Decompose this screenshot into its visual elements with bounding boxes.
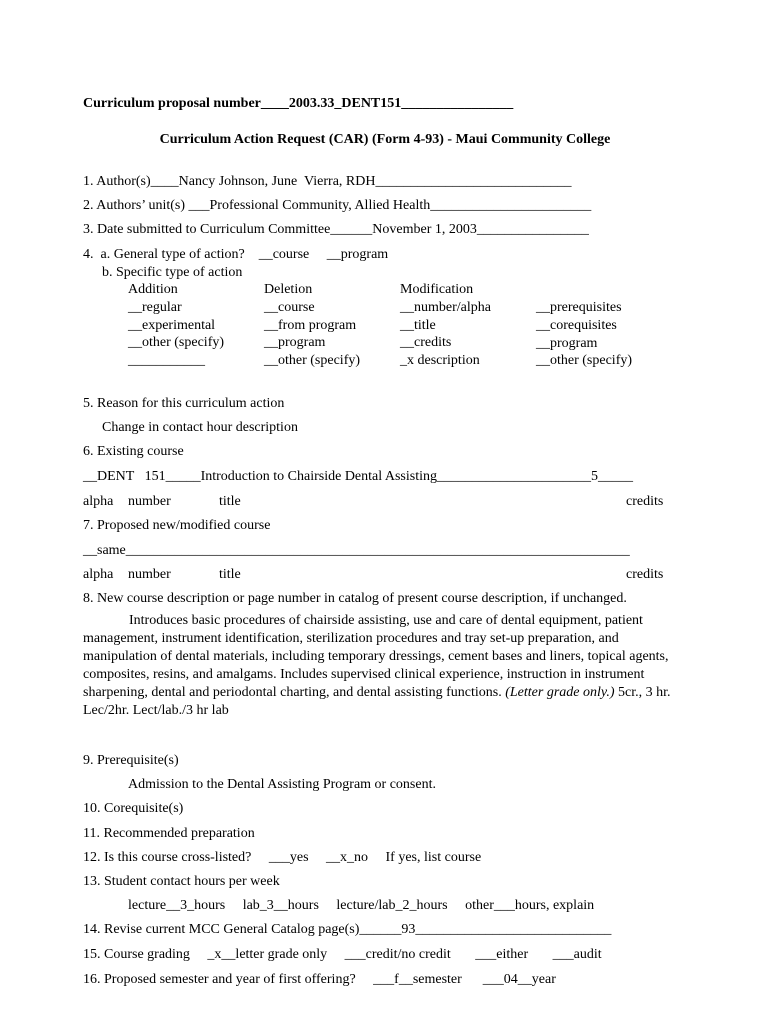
specific-type-label: b. Specific type of action <box>102 265 243 280</box>
modification-heading: Modification <box>400 282 474 297</box>
modification-column <box>400 281 491 370</box>
modification-option: __credits <box>400 335 452 351</box>
modification-option: __corequisites <box>536 317 617 333</box>
title-caption: title <box>219 494 241 509</box>
contact-hours-label: 13. Student contact hours per week <box>83 874 280 889</box>
description-grade-note: (Letter grade only.) <box>505 685 615 700</box>
deletion-column <box>264 281 360 370</box>
modification-option: _x description <box>400 353 480 369</box>
addition-column <box>128 281 224 370</box>
addition-option: __experimental <box>128 317 216 333</box>
modification-column-2 <box>536 299 632 370</box>
proposed-course-line: __same________________________________________________________________________ <box>83 543 630 558</box>
deletion-heading: Deletion <box>264 282 313 297</box>
addition-option: __regular <box>128 299 182 315</box>
course-description <box>83 612 691 720</box>
existing-course-label: 6. Existing course <box>83 444 184 459</box>
reason-value: Change in contact hour description <box>102 420 298 435</box>
prerequisite-value: Admission to the Dental Assisting Program or consent. <box>128 777 436 792</box>
alpha-caption: alpha <box>83 567 114 582</box>
general-type-line: 4. a. General type of action? __course __program <box>83 247 389 262</box>
description-label: 8. New course description or page number in catalog of present course description, if unchanged. <box>83 591 627 606</box>
proposal-number: Curriculum proposal number____2003.33_DENT151________________ <box>83 96 514 111</box>
form-title: Curriculum Action Request (CAR) (Form 4-93) - Maui Community College <box>159 132 611 147</box>
deletion-option: __from program <box>264 317 357 333</box>
deletion-option: __other (specify) <box>264 353 361 369</box>
modification-option: __number/alpha <box>400 299 491 315</box>
catalog-line: 14. Revise current MCC General Catalog page(s)______93____________________________ <box>83 922 612 937</box>
credits-caption: credits <box>626 494 664 509</box>
prerequisite-label: 9. Prerequisite(s) <box>83 753 179 768</box>
date-line: 3. Date submitted to Curriculum Committee______November 1, 2003________________ <box>83 222 589 237</box>
reason-label: 5. Reason for this curriculum action <box>83 396 285 411</box>
title-caption: title <box>219 567 241 582</box>
modification-option: __program <box>536 335 598 351</box>
author-line: 1. Author(s)____Nancy Johnson, June Vierra, RDH____________________________ <box>83 174 572 189</box>
number-caption: number <box>128 567 171 582</box>
addition-heading: Addition <box>128 282 178 297</box>
recommended-label: 11. Recommended preparation <box>83 826 255 841</box>
existing-course-line: __DENT 151_____Introduction to Chairside Dental Assisting______________________5_____ <box>83 469 633 484</box>
corequisite-label: 10. Corequisite(s) <box>83 801 184 816</box>
contact-hours-value: lecture__3_hours lab_3__hours lecture/lab_2_hours other___hours, explain <box>128 898 595 913</box>
proposed-course-label: 7. Proposed new/modified course <box>83 518 271 533</box>
credits-caption: credits <box>626 567 664 582</box>
modification-option: __title <box>400 317 436 333</box>
grading-line: 15. Course grading _x__letter grade only ___credit/no credit ___either ___audit <box>83 947 602 962</box>
crosslisted-line: 12. Is this course cross-listed? ___yes __x_no If yes, list course <box>83 850 482 865</box>
deletion-option: __program <box>264 335 326 351</box>
alpha-caption: alpha <box>83 494 114 509</box>
addition-option: ___________ <box>128 353 205 369</box>
modification-option: __other (specify) <box>536 353 633 369</box>
unit-line: 2. Authors’ unit(s) ___Professional Community, Allied Health_______________________ <box>83 198 592 213</box>
number-caption: number <box>128 494 171 509</box>
description-text: Introduces basic procedures of chairside assisting, use and care of dental equipment, patient management, instrument identification, sterilization procedures and tray set-up preparation, and manipulation of dental materials, including temporary dressings, cement bases and liners, topical agents, composites, resins, and amalgams. Includes supervised clinical experience, instruction in instrument sharpening, dental and periodontal charting, and dental assisting functions. <box>83 613 669 700</box>
modification-option: __prerequisites <box>536 300 622 315</box>
first-offering-line: 16. Proposed semester and year of first offering? ___f__semester ___04__year <box>83 972 556 987</box>
deletion-option: __course <box>264 299 315 315</box>
addition-option: __other (specify) <box>128 335 225 351</box>
description-hours: 5cr., 3 hr. Lec/2hr. Lect/lab./3 hr lab <box>83 685 671 718</box>
